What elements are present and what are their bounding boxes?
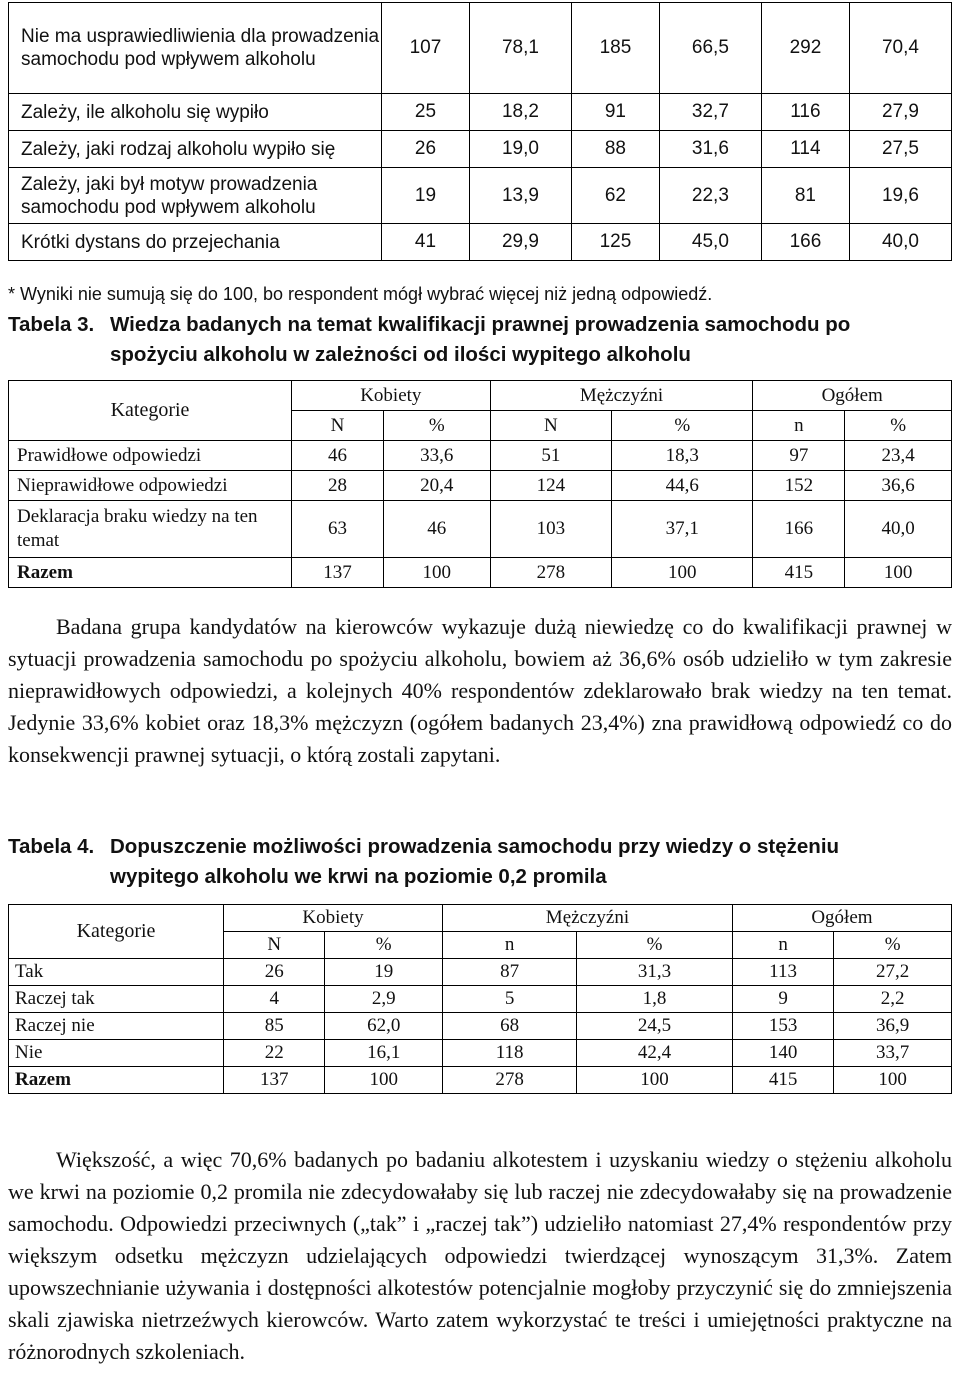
cell: 292: [761, 3, 849, 94]
table-row: [9, 131, 952, 168]
cell: 103: [490, 501, 612, 558]
cell: 1,8: [577, 986, 733, 1013]
paragraph-text: Badana grupa kandydatów na kierowców wykazuje dużą niewiedzę co do kwalifikacji prawnej w sytuacji prowadzenia samochodu po spożyciu alkoholu, bowiem aż 36,6% osób udzieliło w tym zakresie nieprawidłowych odpowiedzi, a kolejnych 40% respondentów zdeklarowało brak wiedzy na ten temat. Jedynie 33,6% kobiet oraz 18,3% mężczyzn (ogółem badanych 23,4%) zna prawidłową odpowiedź co do konsekwencji prawnej sytuacji, o którą zostali zapytani.: [8, 614, 952, 767]
table-row: [9, 501, 952, 558]
cell: 36,6: [845, 471, 952, 501]
table-4-caption: [8, 832, 839, 892]
header-sub: %: [577, 932, 733, 959]
header-sub: %: [325, 932, 443, 959]
table-3-caption: [8, 310, 850, 370]
caption-line: wypitego alkoholu we krwi na poziomie 0,2 promila: [110, 865, 607, 888]
cell: 26: [224, 959, 325, 986]
cell: 18,3: [612, 441, 753, 471]
row-label: Razem: [9, 1067, 224, 1094]
header-sub: N: [292, 411, 384, 441]
cell: 19: [325, 959, 443, 986]
cell: 124: [490, 471, 612, 501]
cell: 118: [443, 1040, 577, 1067]
cell: 100: [383, 558, 490, 588]
cell: 114: [761, 131, 849, 168]
cell: 27,5: [849, 131, 951, 168]
cell: 166: [753, 501, 845, 558]
row-label: Krótki dystans do przejechania: [9, 224, 382, 261]
body-paragraph: [8, 611, 952, 771]
cell: 100: [612, 558, 753, 588]
table-1-continued: [8, 2, 952, 261]
cell: 4: [224, 986, 325, 1013]
cell: 278: [490, 558, 612, 588]
header-sub: %: [834, 932, 952, 959]
cell: 9: [732, 986, 833, 1013]
cell: 137: [224, 1067, 325, 1094]
row-label: Deklaracja braku wiedzy na ten temat: [9, 501, 292, 558]
header-group: Mężczyźni: [443, 905, 733, 932]
cell: 166: [761, 224, 849, 261]
header-sub: n: [443, 932, 577, 959]
table-row: [9, 3, 952, 94]
paragraph-text: Większość, a więc 70,6% badanych po badaniu alkotestem i uzyskaniu wiedzy o stężeniu alkoholu we krwi na poziomie 0,2 promila nie zdecydowałaby się lub raczej nie zdecydowałaby się na prowadzenie samochodu. Odpowiedzi przeciwnych („tak” i „raczej tak”) udzieliło natomiast 27,4% respondentów przy większym odsetku mężczyzn udzielających odpowiedzi twierdzącej wynoszącym 31,3%. Zatem upowszechnianie używania i dostępności alkotestów potencjalnie mogłoby przyczynić się do zmniejszenia skali zjawiska nietrzeźwych kierowców. Warto zatem wykorzystać te treści i umiejętności praktyczne na różnorodnych szkoleniach.: [8, 1147, 952, 1364]
cell: 100: [845, 558, 952, 588]
row-label: Prawidłowe odpowiedzi: [9, 441, 292, 471]
cell: 40,0: [845, 501, 952, 558]
cell: 41: [382, 224, 470, 261]
table-header-row: [9, 905, 952, 932]
caption-number: Tabela 4.: [8, 835, 95, 858]
caption-line: Wiedza badanych na temat kwalifikacji prawnej prowadzenia samochodu po: [110, 313, 851, 336]
cell: 36,9: [834, 1013, 952, 1040]
table-4: [8, 904, 952, 1094]
cell: 29,9: [469, 224, 571, 261]
cell: 2,9: [325, 986, 443, 1013]
cell: 140: [732, 1040, 833, 1067]
table-row: [9, 168, 952, 224]
cell: 62,0: [325, 1013, 443, 1040]
cell: 19,6: [849, 168, 951, 224]
cell: 31,3: [577, 959, 733, 986]
header-categories: Kategorie: [9, 905, 224, 959]
cell: 5: [443, 986, 577, 1013]
cell: 33,7: [834, 1040, 952, 1067]
cell: 91: [571, 94, 659, 131]
cell: 23,4: [845, 441, 952, 471]
cell: 63: [292, 501, 384, 558]
row-label: Zależy, jaki rodzaj alkoholu wypiło się: [9, 131, 382, 168]
cell: 33,6: [383, 441, 490, 471]
table-header-row: [9, 381, 952, 411]
header-sub: %: [845, 411, 952, 441]
table-total-row: [9, 558, 952, 588]
cell: 68: [443, 1013, 577, 1040]
cell: 22,3: [659, 168, 761, 224]
cell: 2,2: [834, 986, 952, 1013]
cell: 37,1: [612, 501, 753, 558]
row-label: Zależy, ile alkoholu się wypiło: [9, 94, 382, 131]
cell: 107: [382, 3, 470, 94]
caption-number: Tabela 3.: [8, 313, 95, 336]
header-sub: n: [753, 411, 845, 441]
cell: 113: [732, 959, 833, 986]
cell: 46: [292, 441, 384, 471]
cell: 137: [292, 558, 384, 588]
row-label: Razem: [9, 558, 292, 588]
cell: 100: [834, 1067, 952, 1094]
table-row: [9, 1013, 952, 1040]
header-sub: N: [224, 932, 325, 959]
row-label: Tak: [9, 959, 224, 986]
table-row: [9, 959, 952, 986]
header-sub: N: [490, 411, 612, 441]
caption-line: Dopuszczenie możliwości prowadzenia samochodu przy wiedzy o stężeniu: [110, 835, 840, 858]
cell: 32,7: [659, 94, 761, 131]
cell: 45,0: [659, 224, 761, 261]
row-label: Raczej nie: [9, 1013, 224, 1040]
row-label: Nie: [9, 1040, 224, 1067]
cell: 70,4: [849, 3, 951, 94]
cell: 22: [224, 1040, 325, 1067]
header-group: Ogółem: [732, 905, 951, 932]
table-footnote: * Wyniki nie sumują się do 100, bo respondent mógł wybrać więcej niż jedną odpowiedź.: [8, 284, 713, 304]
row-label: Nie ma usprawiedliwienia dla prowadzenia samochodu pod wpływem alkoholu: [9, 3, 382, 94]
cell: 88: [571, 131, 659, 168]
header-sub: %: [383, 411, 490, 441]
row-label: Zależy, jaki był motyw prowadzenia samochodu pod wpływem alkoholu: [9, 168, 382, 224]
body-paragraph: [8, 1144, 952, 1368]
cell: 278: [443, 1067, 577, 1094]
cell: 152: [753, 471, 845, 501]
table-row: [9, 1040, 952, 1067]
table-3: [8, 380, 952, 588]
header-categories: Kategorie: [9, 381, 292, 441]
cell: 44,6: [612, 471, 753, 501]
header-group: Kobiety: [224, 905, 443, 932]
cell: 125: [571, 224, 659, 261]
cell: 27,9: [849, 94, 951, 131]
header-group: Ogółem: [753, 381, 952, 411]
row-label: Nieprawidłowe odpowiedzi: [9, 471, 292, 501]
cell: 42,4: [577, 1040, 733, 1067]
cell: 25: [382, 94, 470, 131]
header-group: Mężczyźni: [490, 381, 753, 411]
cell: 28: [292, 471, 384, 501]
table-row: [9, 441, 952, 471]
cell: 415: [732, 1067, 833, 1094]
cell: 24,5: [577, 1013, 733, 1040]
cell: 185: [571, 3, 659, 94]
cell: 51: [490, 441, 612, 471]
cell: 26: [382, 131, 470, 168]
cell: 87: [443, 959, 577, 986]
cell: 18,2: [469, 94, 571, 131]
cell: 31,6: [659, 131, 761, 168]
caption-line: spożyciu alkoholu w zależności od ilości wypitego alkoholu: [110, 343, 691, 366]
header-sub: n: [732, 932, 833, 959]
cell: 100: [325, 1067, 443, 1094]
cell: 78,1: [469, 3, 571, 94]
cell: 116: [761, 94, 849, 131]
table-row: [9, 94, 952, 131]
header-sub: %: [612, 411, 753, 441]
cell: 20,4: [383, 471, 490, 501]
cell: 40,0: [849, 224, 951, 261]
cell: 415: [753, 558, 845, 588]
cell: 100: [577, 1067, 733, 1094]
cell: 13,9: [469, 168, 571, 224]
cell: 81: [761, 168, 849, 224]
cell: 62: [571, 168, 659, 224]
cell: 16,1: [325, 1040, 443, 1067]
row-label: Raczej tak: [9, 986, 224, 1013]
cell: 27,2: [834, 959, 952, 986]
table-row: [9, 224, 952, 261]
cell: 19,0: [469, 131, 571, 168]
table-total-row: [9, 1067, 952, 1094]
cell: 153: [732, 1013, 833, 1040]
cell: 85: [224, 1013, 325, 1040]
cell: 97: [753, 441, 845, 471]
cell: 19: [382, 168, 470, 224]
table-row: [9, 471, 952, 501]
cell: 66,5: [659, 3, 761, 94]
header-group: Kobiety: [292, 381, 491, 411]
table-row: [9, 986, 952, 1013]
cell: 46: [383, 501, 490, 558]
